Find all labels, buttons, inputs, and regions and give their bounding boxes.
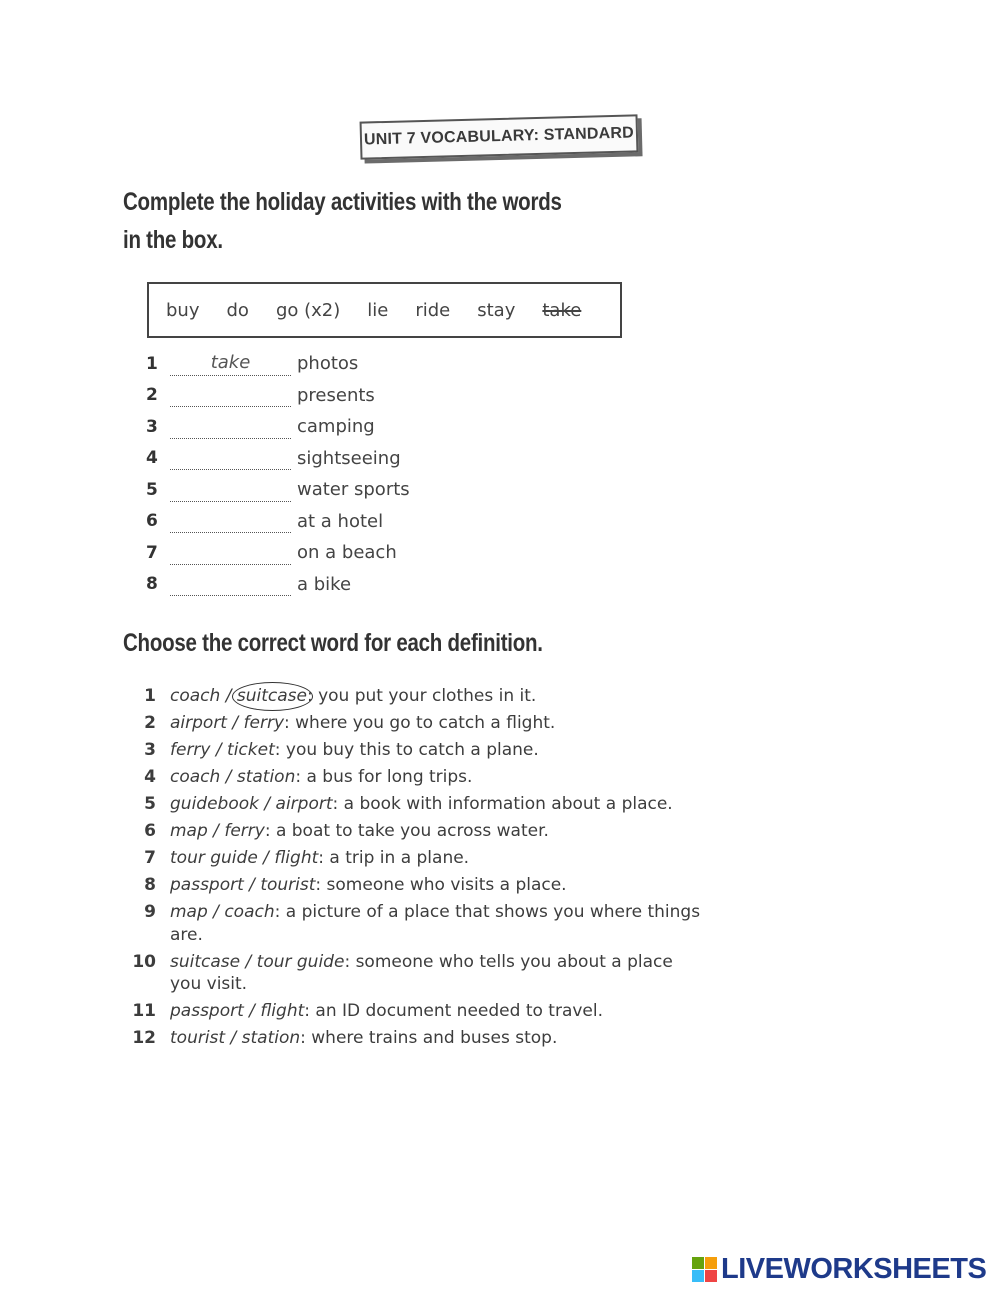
option-1[interactable]: suitcase — [170, 951, 241, 972]
answer-blank[interactable] — [170, 509, 291, 533]
option-2[interactable]: station — [236, 767, 296, 787]
definition-body — [170, 847, 708, 870]
item-number: 7 — [144, 848, 156, 868]
definition-body — [170, 820, 708, 843]
unit-tag-label: UNIT 7 VOCABULARY: STANDARD — [360, 114, 639, 159]
option-1[interactable]: airport — [170, 713, 227, 733]
option-2[interactable]: ticket — [227, 740, 275, 760]
item-number: 5 — [146, 479, 158, 500]
item-number: 3 — [146, 416, 158, 437]
activity-text: a bike — [297, 573, 352, 595]
definition-text: : you buy this to catch a plane. — [274, 740, 539, 760]
option-2[interactable]: tourist — [260, 875, 316, 895]
activity-text: camping — [297, 416, 375, 438]
word-box-word: ride — [415, 299, 451, 321]
definition-body — [170, 874, 708, 897]
option-separator: / — [257, 848, 275, 868]
exercise2-list — [128, 685, 708, 1054]
item-number: 1 — [144, 686, 156, 706]
option-1[interactable]: passport — [170, 875, 244, 895]
item-number: 6 — [146, 511, 158, 532]
exercise1-item — [146, 411, 410, 443]
option-separator: / — [210, 740, 228, 760]
exercise2-item — [128, 739, 708, 762]
definition-text: : a trip in a plane. — [318, 848, 470, 868]
option-separator: / — [207, 902, 225, 922]
answer-blank[interactable] — [170, 446, 291, 470]
definition-body — [170, 766, 708, 789]
option-separator: / — [207, 821, 225, 841]
item-number: 3 — [144, 740, 156, 760]
word-box-word: go (x2) — [275, 299, 341, 321]
definition-text: : someone who visits a place. — [315, 875, 567, 895]
option-2[interactable]: flight — [260, 1001, 305, 1021]
definition-body — [170, 712, 708, 735]
activity-text: at a hotel — [297, 510, 384, 532]
word-box-word: buy — [166, 299, 200, 321]
exercise1-item — [146, 348, 410, 380]
definition-body — [170, 1000, 708, 1023]
option-separator: / — [220, 767, 237, 787]
exercise2-item — [128, 712, 708, 735]
exercise2-item — [128, 1000, 708, 1023]
item-number: 4 — [144, 767, 156, 787]
activity-text: sightseeing — [297, 447, 401, 469]
exercise2-item — [128, 766, 708, 789]
option-1[interactable]: passport — [170, 1001, 244, 1021]
definition-text: : a book with information about a place. — [332, 794, 673, 814]
exercise1-item — [146, 506, 410, 538]
exercise1-item — [146, 569, 410, 601]
item-number: 6 — [144, 821, 156, 841]
option-2[interactable]: suitcase — [236, 686, 307, 706]
exercise2-item — [128, 793, 708, 816]
exercise2-item — [128, 951, 708, 996]
option-separator: / — [226, 713, 244, 733]
item-number: 11 — [132, 1001, 156, 1021]
definition-body — [170, 901, 708, 946]
item-number: 10 — [132, 951, 156, 972]
exercise1-item — [146, 474, 410, 506]
option-2[interactable]: airport — [275, 794, 333, 814]
answer-blank[interactable] — [170, 383, 291, 407]
liveworksheets-logo — [692, 1254, 986, 1284]
option-separator: / — [240, 951, 257, 972]
exercise1-list — [146, 348, 410, 600]
definition-text: : where trains and buses stop. — [300, 1028, 558, 1048]
logo-mark-icon — [692, 1257, 717, 1282]
option-separator: / — [220, 686, 237, 706]
definition-text: : an ID document needed to travel. — [304, 1001, 604, 1021]
option-2[interactable]: station — [241, 1028, 301, 1048]
option-separator: / — [243, 875, 261, 895]
exercise1-item — [146, 537, 410, 569]
exercise2-instruction: Choose the correct word for each definition. — [123, 629, 543, 657]
definition-text: : a picture of a place that shows you where things are. — [170, 902, 701, 945]
definition-body — [170, 1027, 708, 1050]
definition-body — [170, 739, 708, 762]
item-number: 7 — [146, 542, 158, 563]
activity-text: photos — [297, 353, 359, 375]
option-1[interactable]: ferry — [170, 740, 211, 760]
exercise1-item — [146, 443, 410, 475]
exercise2-item — [128, 901, 708, 946]
word-box-word: stay — [477, 299, 516, 321]
definition-body — [170, 685, 708, 708]
option-1[interactable]: tourist — [170, 1028, 226, 1048]
definition-text: : a boat to take you across water. — [264, 821, 549, 841]
option-1[interactable]: tour guide — [170, 848, 258, 868]
activity-text: on a beach — [297, 542, 397, 564]
option-1[interactable]: coach — [170, 767, 221, 787]
answer-blank[interactable] — [170, 478, 291, 502]
option-separator: / — [225, 1028, 242, 1048]
item-number: 1 — [146, 353, 158, 374]
item-number: 2 — [146, 385, 158, 406]
logo-wordmark: LIVEWORKSHEETS — [721, 1252, 987, 1285]
exercise1-item — [146, 380, 410, 412]
activity-text: presents — [297, 384, 375, 406]
definition-text: : you put your clothes in it. — [306, 686, 537, 706]
word-box-word: take — [542, 299, 582, 321]
option-separator: / — [243, 1001, 261, 1021]
item-number: 2 — [144, 713, 156, 733]
definition-body — [170, 793, 708, 816]
definition-body — [170, 951, 708, 996]
item-number: 9 — [144, 902, 156, 922]
option-1[interactable]: coach — [170, 686, 221, 706]
item-number: 12 — [132, 1028, 156, 1048]
activity-text: water sports — [297, 479, 410, 501]
exercise2-item — [128, 1027, 708, 1050]
exercise2-item — [128, 874, 708, 897]
option-2[interactable]: coach — [224, 902, 275, 922]
option-1[interactable]: map — [170, 821, 208, 841]
definition-text: : someone who tells you about a place you visit. — [170, 951, 673, 994]
option-2[interactable]: tour guide — [256, 951, 345, 972]
word-box-word: lie — [367, 299, 389, 321]
item-number: 8 — [146, 574, 158, 595]
word-box-word: do — [226, 299, 249, 321]
answer-blank[interactable]: take — [170, 352, 291, 376]
definition-text: : a bus for long trips. — [295, 767, 473, 787]
option-2[interactable]: ferry — [224, 821, 265, 841]
exercise2-item — [128, 685, 708, 708]
option-separator: / — [258, 794, 276, 814]
exercise2-item — [128, 820, 708, 843]
exercise2-item — [128, 847, 708, 870]
exercise1-instruction: Complete the holiday activities with the words in the box. — [123, 188, 562, 254]
option-1[interactable]: guidebook — [170, 794, 259, 814]
item-number: 4 — [146, 448, 158, 469]
answer-blank[interactable] — [170, 415, 291, 439]
definition-text: : where you go to catch a flight. — [284, 713, 556, 733]
item-number: 5 — [144, 794, 156, 814]
answer-blank[interactable] — [170, 541, 291, 565]
unit-tag — [360, 114, 639, 159]
option-2[interactable]: flight — [274, 848, 319, 868]
option-1[interactable]: map — [170, 902, 208, 922]
word-box — [147, 282, 622, 338]
item-number: 8 — [144, 875, 156, 895]
option-2[interactable]: ferry — [243, 713, 285, 733]
answer-blank[interactable] — [170, 572, 291, 596]
